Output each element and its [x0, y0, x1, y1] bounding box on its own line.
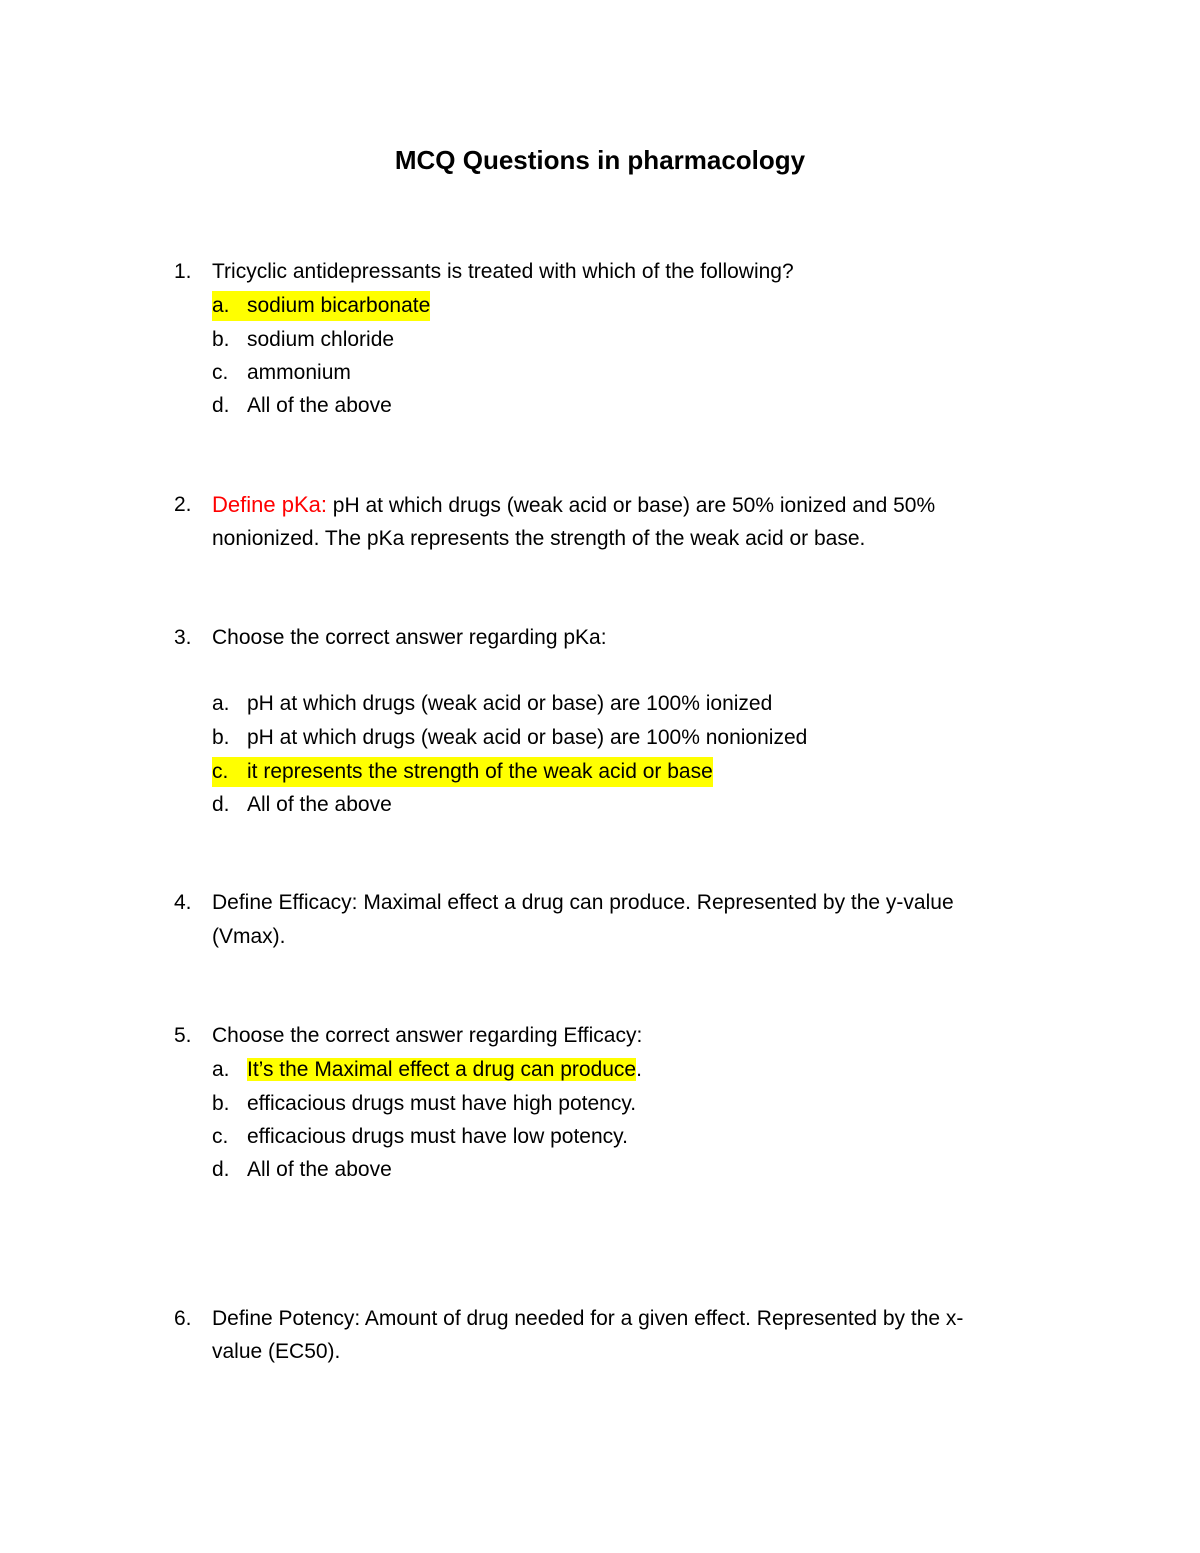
question-number: 3. — [174, 626, 192, 649]
option-text: it represents the strength of the weak acid or base — [247, 757, 713, 787]
question-number: 2. — [174, 493, 192, 516]
definition-text-continued: value (EC50). — [212, 1340, 341, 1363]
definition-text: Define Efficacy: Maximal effect a drug can produce. Represented by the y-value — [212, 891, 954, 914]
option-letter: c. — [212, 1125, 229, 1148]
definition-text-continued: (Vmax). — [212, 925, 286, 948]
option-b — [0, 723, 1200, 753]
definition-text-continued: nonionized. The pKa represents the strength of the weak acid or base. — [212, 527, 866, 550]
option-a — [0, 689, 1200, 719]
option-letter: a. — [212, 692, 230, 715]
option-letter: b. — [212, 726, 230, 749]
question-text: Choose the correct answer regarding pKa: — [212, 626, 607, 649]
option-d — [0, 391, 1200, 421]
option-text: sodium chloride — [247, 328, 395, 351]
option-d — [0, 1155, 1200, 1185]
option-a — [0, 291, 1200, 321]
option-text: efficacious drugs must have high potency. — [247, 1092, 637, 1115]
option-letter: a. — [212, 291, 250, 321]
option-letter: d. — [212, 394, 230, 417]
option-c — [0, 757, 1200, 787]
option-text: pH at which drugs (weak acid or base) are 100% ionized — [247, 692, 773, 715]
option-a — [0, 1055, 1200, 1085]
question-number: 1. — [174, 260, 192, 283]
question-text: Choose the correct answer regarding Efficacy: — [212, 1024, 643, 1047]
question-number: 5. — [174, 1024, 192, 1047]
option-letter: b. — [212, 1092, 230, 1115]
document-title: MCQ Questions in pharmacology — [394, 145, 806, 175]
definition-label: Define pKa: — [212, 492, 327, 517]
question-number: 4. — [174, 891, 192, 914]
option-letter: d. — [212, 1158, 230, 1181]
option-b — [0, 325, 1200, 355]
question-text: Tricyclic antidepressants is treated with which of the following? — [212, 260, 794, 283]
option-letter: a. — [212, 1058, 230, 1081]
option-letter: b. — [212, 328, 230, 351]
definition-text: pH at which drugs (weak acid or base) are 50% ionized and 50% — [326, 494, 936, 517]
definition-text: Define Potency: Amount of drug needed for a given effect. Represented by the x- — [212, 1307, 964, 1330]
option-suffix: . — [636, 1058, 642, 1081]
option-letter: d. — [212, 793, 230, 816]
option-c — [0, 358, 1200, 388]
option-d — [0, 790, 1200, 820]
option-text: All of the above — [247, 793, 392, 816]
option-letter: c. — [212, 757, 248, 787]
option-text: ammonium — [247, 361, 351, 384]
question-number: 6. — [174, 1307, 192, 1330]
option-text: efficacious drugs must have low potency. — [247, 1125, 628, 1148]
option-letter: c. — [212, 361, 229, 384]
option-c — [0, 1122, 1200, 1152]
option-text: sodium bicarbonate — [247, 291, 430, 321]
option-text: It’s the Maximal effect a drug can produce — [247, 1058, 637, 1081]
option-text: All of the above — [247, 1158, 392, 1181]
option-text: pH at which drugs (weak acid or base) are 100% nonionized — [247, 726, 808, 749]
option-b — [0, 1089, 1200, 1119]
option-text: All of the above — [247, 394, 392, 417]
